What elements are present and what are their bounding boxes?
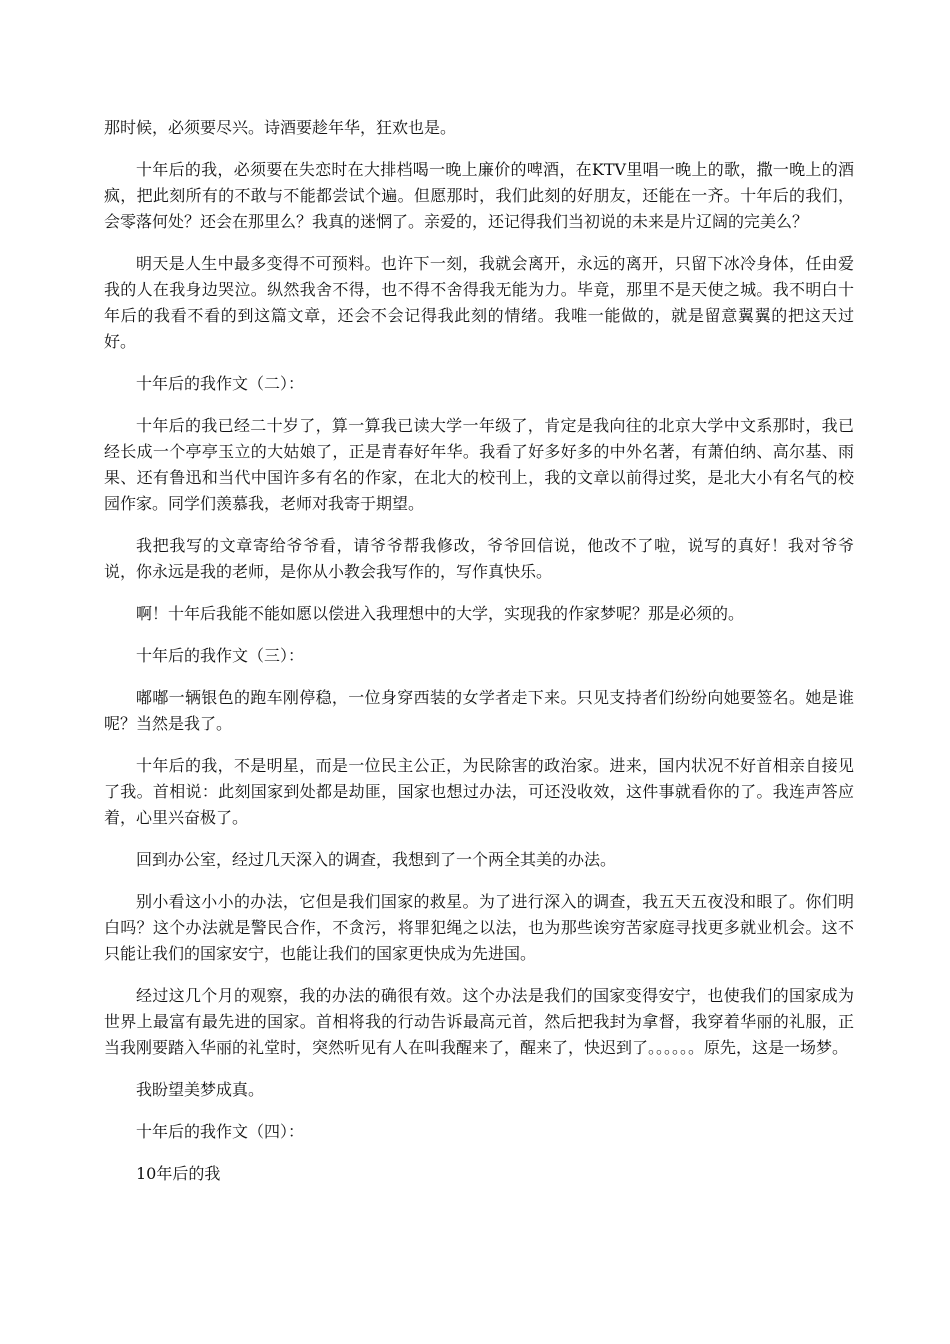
paragraph: 经过这几个月的观察，我的办法的确很有效。这个办法是我们的国家变得安宁，也使我们的国家成为世界上最富有最先进的国家。首相将我的行动告诉最高元首，然后把我封为拿督，我穿着华丽的礼服，正当我刚要踏入华丽的礼堂时，突然听见有人在叫我醒来了，醒来了，快迟到了。。。。。。原先，这是一场梦。 bbox=[104, 986, 854, 1057]
paragraph: 10年后的我 bbox=[136, 1164, 221, 1183]
paragraph: 我盼望美梦成真。 bbox=[136, 1080, 265, 1099]
paragraph: 那时候，必须要尽兴。诗酒要趁年华，狂欢也是。 bbox=[104, 118, 457, 137]
section-heading: 十年后的我作文（三）： bbox=[136, 646, 305, 665]
paragraph: 十年后的我，必须要在失恋时在大排档喝一晚上廉价的啤酒，在KTV里唱一晚上的歌，撒一晚上的酒疯，把此刻所有的不敢与不能都尝试个遍。但愿那时，我们此刻的好朋友，还能在一齐。十年后的我们，会零落何处？还会在那里么？我真的迷惘了。亲爱的，还记得我们当初说的未来是片辽阔的完美么？ bbox=[104, 160, 854, 231]
section-heading: 十年后的我作文（四）： bbox=[136, 1122, 305, 1141]
paragraph: 明天是人生中最多变得不可预料。也许下一刻，我就会离开，永远的离开，只留下冰冷身体，任由爱我的人在我身边哭泣。纵然我舍不得，也不得不舍得我无能为力。毕竟，那里不是天使之城。我不明白十年后的我看不看的到这篇文章，还会不会记得我此刻的情绪。我唯一能做的，就是留意翼翼的把这天过好。 bbox=[104, 254, 854, 351]
section-heading: 十年后的我作文（二）： bbox=[136, 374, 305, 393]
paragraph: 十年后的我，不是明星，而是一位民主公正，为民除害的政治家。进来，国内状况不好首相亲自接见了我。首相说：此刻国家到处都是劫匪，国家也想过办法，可还没收效，这件事就看你的了。我连声答应着，心里兴奋极了。 bbox=[104, 756, 854, 827]
paragraph: 别小看这小小的办法，它但是我们国家的救星。为了进行深入的调查，我五天五夜没和眼了。你们明白吗？这个办法就是警民合作，不贪污，将罪犯绳之以法，也为那些诶穷苦家庭寻找更多就业机会。这不只能让我们的国家安宁，也能让我们的国家更快成为先进国。 bbox=[104, 892, 854, 963]
paragraph: 回到办公室，经过几天深入的调查，我想到了一个两全其美的办法。 bbox=[136, 850, 617, 869]
paragraph: 嘟嘟一辆银色的跑车刚停稳，一位身穿西装的女学者走下来。只见支持者们纷纷向她要签名。她是谁呢？当然是我了。 bbox=[104, 688, 854, 733]
document-body bbox=[104, 115, 854, 1203]
paragraph: 啊！十年后我能不能如愿以偿进入我理想中的大学，实现我的作家梦呢？那是必须的。 bbox=[136, 604, 745, 623]
paragraph: 十年后的我已经二十岁了，算一算我已读大学一年级了，肯定是我向往的北京大学中文系那时，我已经长成一个亭亭玉立的大姑娘了，正是青春好年华。我看了好多好多的中外名著，有萧伯纳、高尔基、雨果、还有鲁迅和当代中国许多有名的作家，在北大的校刊上，我的文章以前得过奖，是北大小有名气的校园作家。同学们羡慕我，老师对我寄于期望。 bbox=[104, 416, 854, 513]
paragraph: 我把我写的文章寄给爷爷看，请爷爷帮我修改，爷爷回信说，他改不了啦，说写的真好！我对爷爷说，你永远是我的老师，是你从小教会我写作的，写作真快乐。 bbox=[104, 536, 854, 581]
